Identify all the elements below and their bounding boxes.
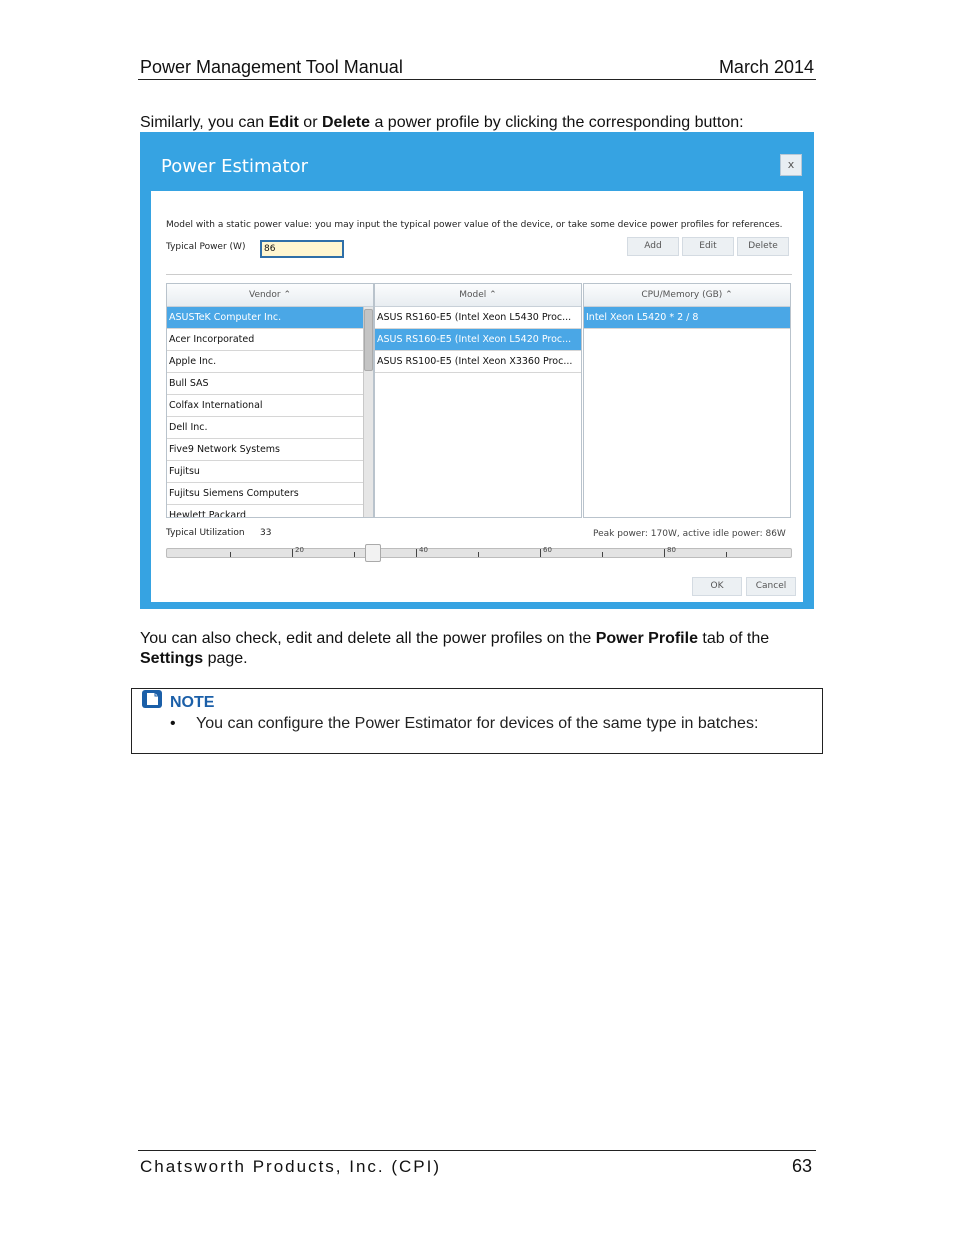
slider-tick	[416, 549, 417, 557]
dialog-body	[151, 191, 803, 602]
header-title: Power Management Tool Manual	[140, 57, 403, 77]
separator	[166, 274, 792, 275]
header-date: March 2014	[718, 57, 814, 77]
slider-tick	[292, 549, 293, 557]
model-row[interactable]: ASUS RS100-E5 (Intel Xeon X3360 Proc...	[375, 351, 581, 373]
vendor-grid	[166, 283, 374, 518]
ok-button[interactable]: OK	[692, 577, 742, 596]
slider-tick	[602, 552, 603, 557]
page-number: 63	[791, 1156, 812, 1176]
vendor-row[interactable]: Bull SAS	[167, 373, 363, 395]
dialog-title: Power Estimator	[161, 156, 308, 177]
slider-label-40: 40	[419, 546, 428, 554]
cancel-button[interactable]: Cancel	[746, 577, 796, 596]
edit-button[interactable]: Edit	[682, 237, 734, 256]
utilization-slider[interactable]	[166, 548, 792, 558]
slider-label-80: 80	[667, 546, 676, 554]
slider-tick	[664, 549, 665, 557]
vendor-scroll-thumb[interactable]	[364, 309, 373, 371]
slider-label-60: 60	[543, 546, 552, 554]
vendor-row[interactable]: Fujitsu	[167, 461, 363, 483]
model-grid	[374, 283, 582, 518]
vendor-column-header[interactable]: Vendor ⌃	[167, 284, 373, 307]
note-text: You can configure the Power Estimator for devices of the same type in batches:	[196, 715, 759, 732]
vendor-row[interactable]: Hewlett Packard	[167, 505, 363, 518]
cpu-memory-list	[584, 307, 790, 329]
typical-power-input[interactable]: 86	[260, 240, 344, 258]
slider-tick	[354, 552, 355, 557]
slider-label-20: 20	[295, 546, 304, 554]
note-icon	[141, 689, 163, 709]
slider-thumb[interactable]	[365, 544, 381, 562]
note-bullet: •	[170, 715, 176, 732]
footer-rule	[138, 1150, 816, 1151]
delete-button[interactable]: Delete	[737, 237, 789, 256]
vendor-list	[167, 307, 363, 518]
power-estimator-screenshot	[140, 132, 814, 609]
vendor-row[interactable]: Acer Incorporated	[167, 329, 363, 351]
model-row[interactable]: ASUS RS160-E5 (Intel Xeon L5420 Proc...	[375, 329, 581, 351]
model-row[interactable]: ASUS RS160-E5 (Intel Xeon L5430 Proc...	[375, 307, 581, 329]
vendor-row[interactable]: Dell Inc.	[167, 417, 363, 439]
vendor-row[interactable]: ASUSTeK Computer Inc.	[167, 307, 363, 329]
vendor-row[interactable]: Apple Inc.	[167, 351, 363, 373]
model-column-header[interactable]: Model ⌃	[375, 284, 581, 307]
cpu-memory-row[interactable]: Intel Xeon L5420 * 2 / 8	[584, 307, 790, 329]
peak-power-text: Peak power: 170W, active idle power: 86W	[593, 529, 786, 539]
vendor-scrollbar[interactable]	[363, 307, 373, 517]
footer-company: Chatsworth Products, Inc. (CPI)	[140, 1157, 442, 1176]
typical-utilization-value: 33	[260, 528, 272, 538]
header-rule	[138, 79, 816, 80]
slider-tick	[726, 552, 727, 557]
add-button[interactable]: Add	[627, 237, 679, 256]
intro-paragraph: Similarly, you can Edit or Delete a power profile by clicking the corresponding button:	[140, 114, 744, 131]
model-list	[375, 307, 581, 373]
vendor-row[interactable]: Fujitsu Siemens Computers	[167, 483, 363, 505]
slider-tick	[540, 549, 541, 557]
cpu-memory-column-header[interactable]: CPU/Memory (GB) ⌃	[584, 284, 790, 307]
vendor-row[interactable]: Colfax International	[167, 395, 363, 417]
note-label: NOTE	[170, 694, 215, 711]
cpu-memory-grid	[583, 283, 791, 518]
profile-paragraph: You can also check, edit and delete all the power profiles on the Power Profile tab of the Settings page.	[140, 630, 770, 667]
typical-utilization-label: Typical Utilization	[166, 528, 245, 538]
typical-power-label: Typical Power (W)	[166, 242, 246, 252]
dialog-description: Model with a static power value: you may input the typical power value of the device, or take some device power profiles for references.	[166, 220, 783, 230]
close-icon[interactable]: x	[780, 154, 802, 176]
slider-tick	[478, 552, 479, 557]
slider-tick	[230, 552, 231, 557]
vendor-row[interactable]: Five9 Network Systems	[167, 439, 363, 461]
